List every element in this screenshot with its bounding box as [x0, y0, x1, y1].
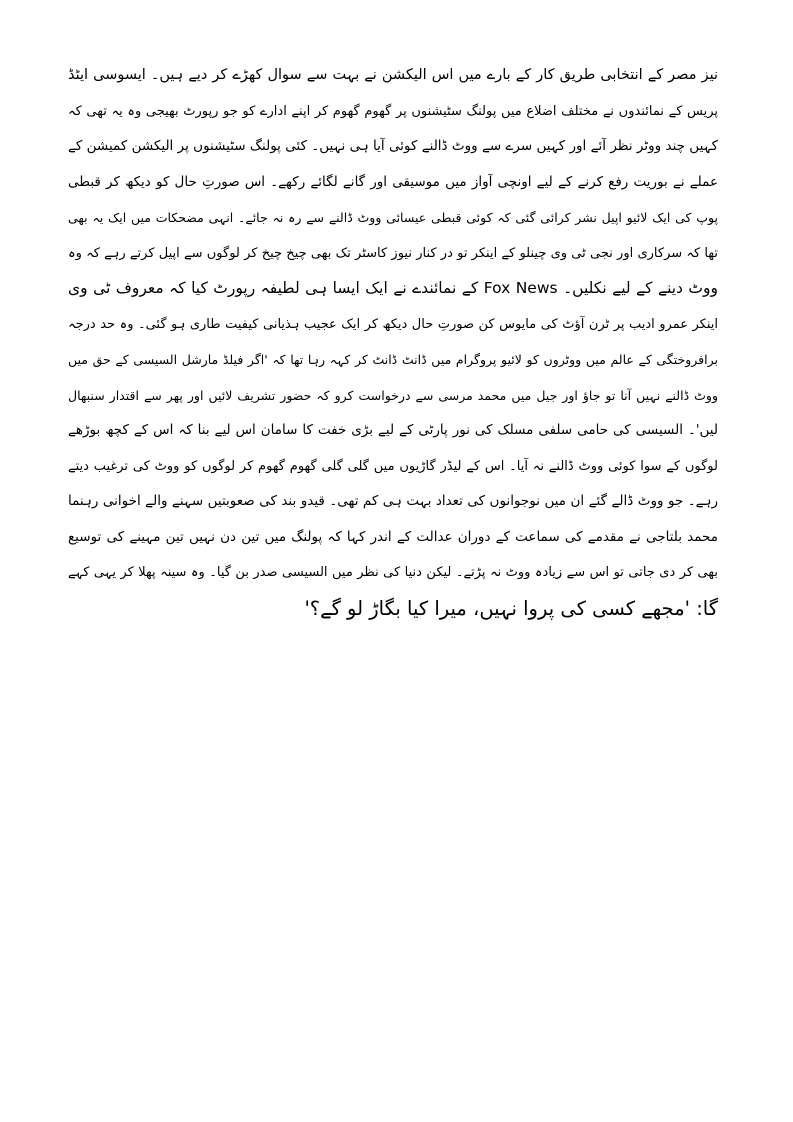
paragraph-line: نیز مصر کے انتخابی طریق کار کے بارے میں اس الیکشن نے بہت سے سوال کھڑے کر دیے ہیں۔ ایسوسی ایٹڈ — [68, 67, 718, 83]
paragraph-line: رہے۔ جو ووٹ ڈالے گئے ان میں نوجوانوں کی تعداد بہت ہی کم تھی۔ قیدو بند کی صعوبتیں سہنے والے اخوانی رہنما — [68, 493, 718, 509]
paragraph-line: پریس کے نمائندوں نے مختلف اضلاع میں پولنگ سٹیشنوں پر گھوم گھوم کر اپنے ادارے کو جو رپورٹ بھیجی وہ یہ تھی کہ — [68, 103, 718, 119]
paragraph-line: ووٹ ڈالنے نہیں آنا تو جاؤ اور جیل میں محمد مرسی سے درخواست کرو کہ حضور تشریف لائیں اور پھر سے اقتدار سنبھال — [68, 387, 718, 403]
paragraph-line: پوپ کی ایک لائیو اپیل نشر کرائی گئی کہ کوئی قبطی عیسائی ووٹ ڈالنے سے رہ نہ جائے۔ انہی مضحکات میں ایک یہ بھی — [68, 210, 718, 225]
paragraph-line: کہیں چند ووٹر نظر آئے اور کہیں سرے سے ووٹ ڈالنے کوئی آیا ہی نہیں۔ کئی پولنگ سٹیشنوں پر الیکشن کمیشن کے — [68, 138, 718, 154]
paragraph-line: برافروختگی کے عالم میں ووٹروں کو لائیو پروگرام میں ڈانٹ ڈانٹ کر کہہ رہا تھا کہ 'اگر فیلڈ مارشل السیسی کے حق میں — [68, 352, 718, 367]
paragraph-line: محمد بلتاجی نے مقدمے کی سماعت کے دوران عدالت کے اندر کہا کہ پولنگ میں تین دن نہیں تین مہینے کی توسیع — [68, 528, 718, 545]
paragraph-line: عملے نے بوریت رفع کرنے کے لیے اونچی آواز میں موسیقی اور گانے لگائے رکھے۔ اس صورتِ حال کو دیکھ کر قبطی — [68, 173, 718, 190]
paragraph-line: لیں'۔ السیسی کی حامی سلفی مسلک کی نور پارٹی کے لیے بڑی خفت کا سامان اس لیے بنا کہ اس کے کچھ بوڑھے — [68, 422, 718, 438]
paragraph-line: تھا کہ سرکاری اور نجی ٹی وی چینلو کے اینکر تو در کنار نیوز کاسٹر تک بھی چیخ چیخ کر لوگوں سے اپیل کرتے رہے کہ وہ — [68, 245, 718, 261]
urdu-paragraph — [68, 58, 718, 626]
paragraph-last-line: گا: 'مجھے کسی کی پروا نہیں، میرا کیا بگاڑ لو گے؟' — [304, 596, 718, 620]
paragraph-line: بھی کر دی جاتی تو اس سے زیادہ ووٹ نہ پڑتے۔ لیکن دنیا کی نظر میں السیسی صدر بن گیا۔ وہ سینہ پھلا کر یہی کہے — [68, 565, 718, 580]
paragraph-line: لوگوں کے سوا کوئی ووٹ ڈالنے نہ آیا۔ اس کے لیڈر گاڑیوں میں گلی گلی گھوم گھوم کر لوگوں کو ووٹ کی ترغیب دیتے — [68, 458, 718, 474]
paragraph-line: اینکر عمرو ادیب پر ٹرن آؤٹ کی مایوس کن صورتِ حال دیکھ کر ایک عجیب ہذیانی کیفیت طاری ہو گئی۔ وہ حد درجہ — [68, 316, 718, 332]
paragraph-line: ووٹ دینے کے لیے نکلیں۔ Fox News کے نمائندے نے ایک ایسا ہی لطیفہ رپورٹ کیا کہ معروف ٹی وی — [68, 279, 718, 297]
